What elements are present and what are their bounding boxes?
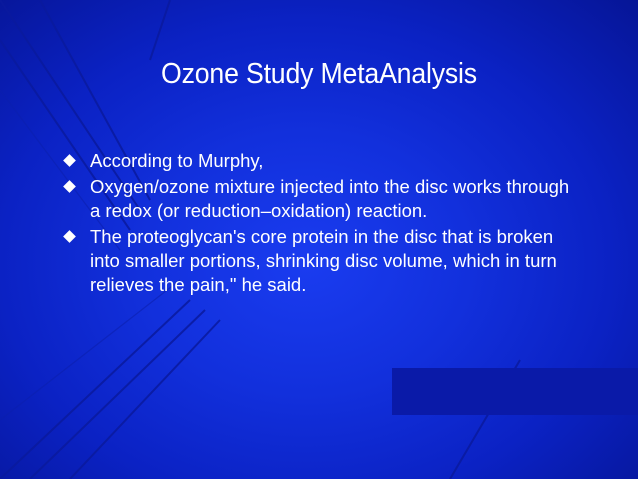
decor-line — [0, 280, 180, 420]
decor-line — [150, 0, 170, 60]
bullet-item — [64, 225, 584, 297]
diamond-bullet-icon — [63, 180, 76, 193]
decorative-block — [392, 368, 638, 415]
bullet-item — [64, 175, 584, 223]
decor-line — [70, 320, 220, 479]
decor-line — [30, 310, 205, 479]
bullet-text: According to Murphy, — [90, 150, 264, 171]
bullet-text: The proteoglycan's core protein in the disc that is broken into smaller portions, shrinking disc volume, which in turn relieves the pain," he said. — [90, 226, 557, 295]
diamond-bullet-icon — [63, 230, 76, 243]
bullet-item — [64, 149, 584, 173]
bullet-text: Oxygen/ozone mixture injected into the disc works through a redox (or reduction–oxidation) reaction. — [90, 176, 570, 221]
diamond-bullet-icon — [63, 154, 76, 167]
slide-title: Ozone Study MetaAnalysis — [161, 58, 477, 90]
bullet-list — [64, 149, 584, 299]
